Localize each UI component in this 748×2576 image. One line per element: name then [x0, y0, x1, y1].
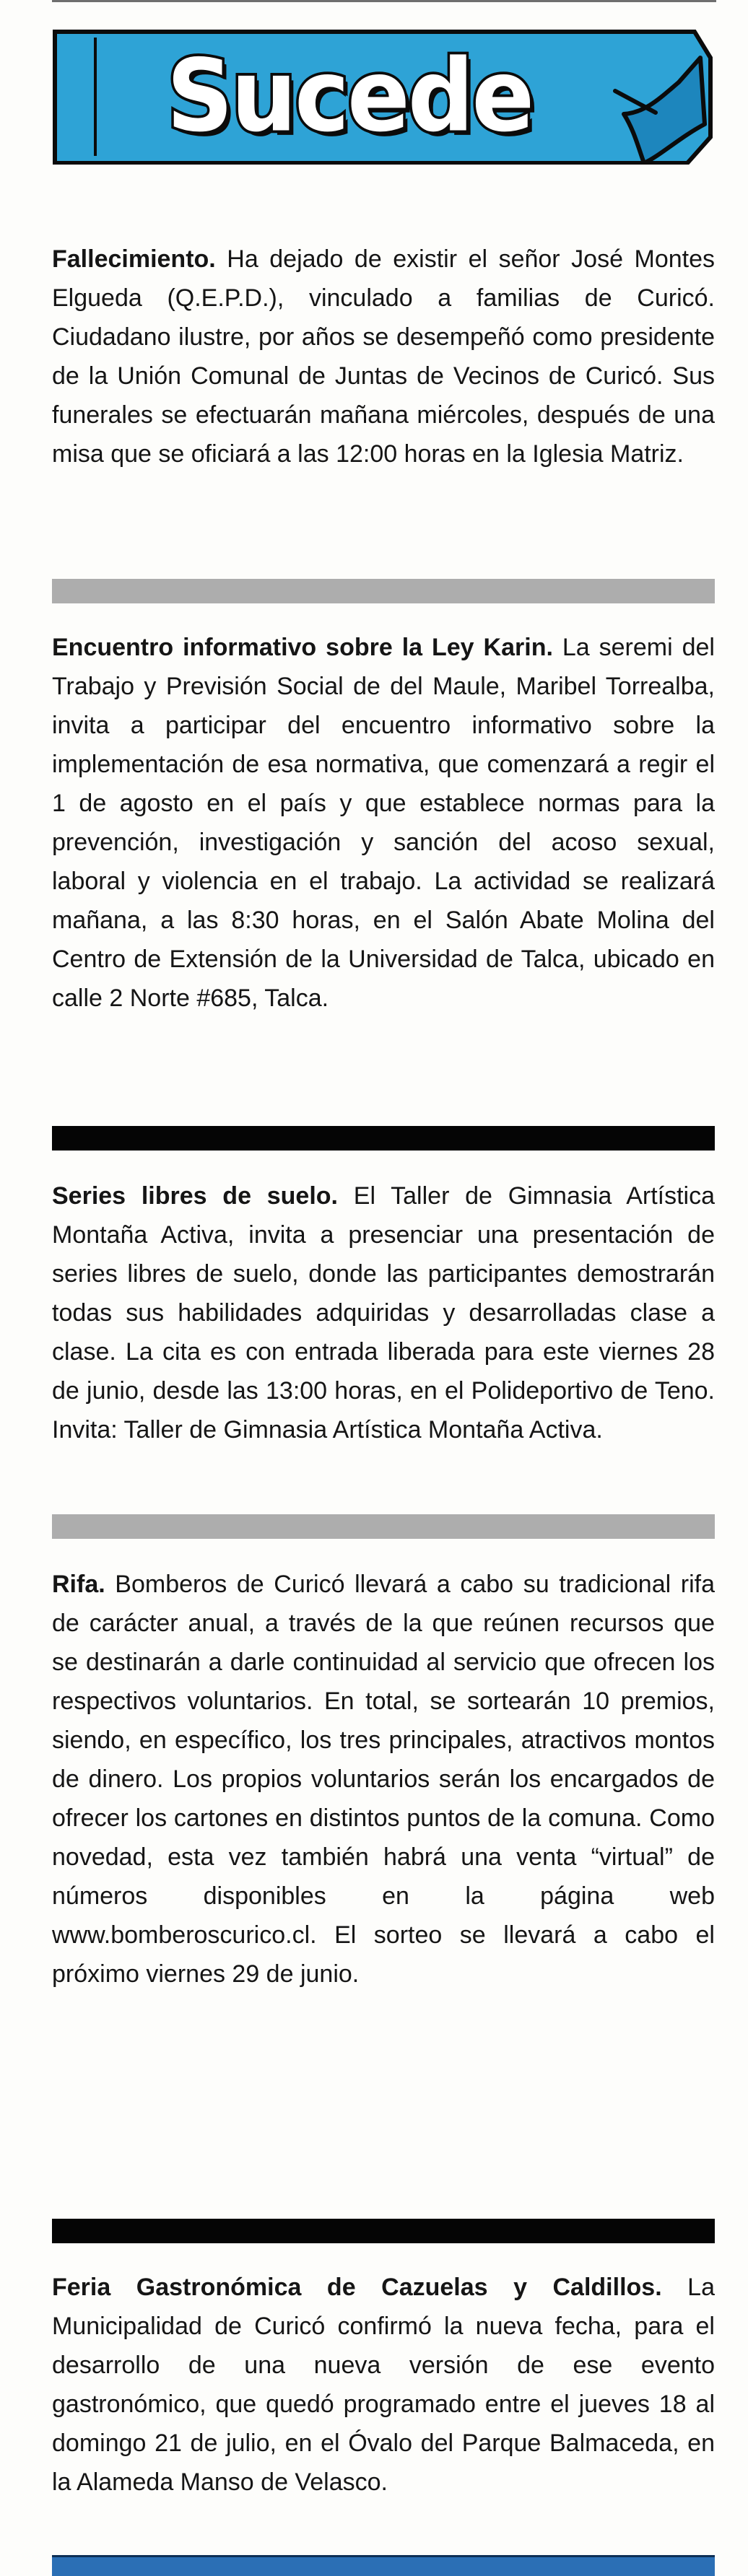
- article-body: El Taller de Gimnasia Artística Montaña Activa, invita a presenciar una presentación de series libres de suelo, donde las participantes demostrarán todas sus habilidades adquiridas y desarrolladas clase a clase. La cita es con entrada liberada para este viernes 28 de junio, desde las 13:00 horas, en el Polideportivo de Teno. Invita: Taller de Gimnasia Artística Montaña Activa.: [52, 1182, 716, 1444]
- gray-divider: [52, 1514, 715, 1539]
- article-body: Bomberos de Curicó llevará a cabo su tradicional rifa de carácter anual, a través de la que reúnen recursos que se destinarán a darle continuidad al servicio que ofrecen los respectivos voluntarios. En total, se sortearán 10 premios, siendo, en específico, los tres principales, atractivos montos de dinero. Los propios voluntarios serán los encargados de ofrecer los cartones en distintos puntos de la comuna. Como novedad, esta vez también habrá una venta “virtual” de números disponibles en la página web www.bomberoscurico.cl. El sorteo se llevará a cabo el próximo viernes 29 de junio.: [52, 1571, 715, 1988]
- gray-divider: [52, 579, 715, 603]
- article-fallecimiento: [52, 240, 715, 473]
- article-body: Ha dejado de existir el señor José Montes Elgueda (Q.E.P.D.), vinculado a familias de Curicó. Ciudadano ilustre, por años se desempeñó como presidente de la Unión Comunal de Juntas de Vecinos de Curicó. Sus funerales se efectuarán mañana miércoles, después de una misa que se oficiará a las 12:00 horas en la Iglesia Matriz.: [52, 245, 715, 468]
- article-ley-karin: [52, 628, 715, 1018]
- article-kicker: Rifa.: [52, 1571, 105, 1598]
- top-rule: [52, 0, 716, 2]
- section-title: Sucede: [166, 38, 533, 154]
- black-divider: [52, 1126, 715, 1151]
- article-series-libres: [52, 1176, 715, 1449]
- article-kicker: Feria Gastronómica de Cazuelas y Caldillos.: [52, 2274, 662, 2301]
- article-body: La Municipalidad de Curicó confirmó la nueva fecha, para el desarrollo de una nueva versión de ese evento gastronómico, que quedó programado entre el jueves 18 al domingo 21 de julio, en el Óvalo del Parque Balmaceda, en la Alameda Manso de Velasco.: [52, 2274, 715, 2496]
- article-feria-gastronomica: [52, 2268, 715, 2502]
- article-kicker: Series libres de suelo.: [52, 1182, 338, 1210]
- article-body: La seremi del Trabajo y Previsión Social de del Maule, Maribel Torrealba, invita a participar del encuentro informativo sobre la implementación de esa normativa, que comenzará a regir el 1 de agosto en el país y que establece normas para la prevención, investigación y sanción del acoso sexual, laboral y violencia en el trabajo. La actividad se realizará mañana, a las 8:30 horas, en el Salón Abate Molina del Centro de Extensión de la Universidad de Talca, ubicado en calle 2 Norte #685, Talca.: [52, 634, 715, 1012]
- banner-left-rule: [94, 38, 97, 156]
- section-banner: [52, 29, 715, 165]
- article-rifa: [52, 1565, 715, 1994]
- black-divider: [52, 2219, 715, 2243]
- next-section-banner-edge: [52, 2555, 715, 2576]
- article-kicker: Fallecimiento.: [52, 245, 216, 273]
- article-kicker: Encuentro informativo sobre la Ley Karin.: [52, 634, 553, 661]
